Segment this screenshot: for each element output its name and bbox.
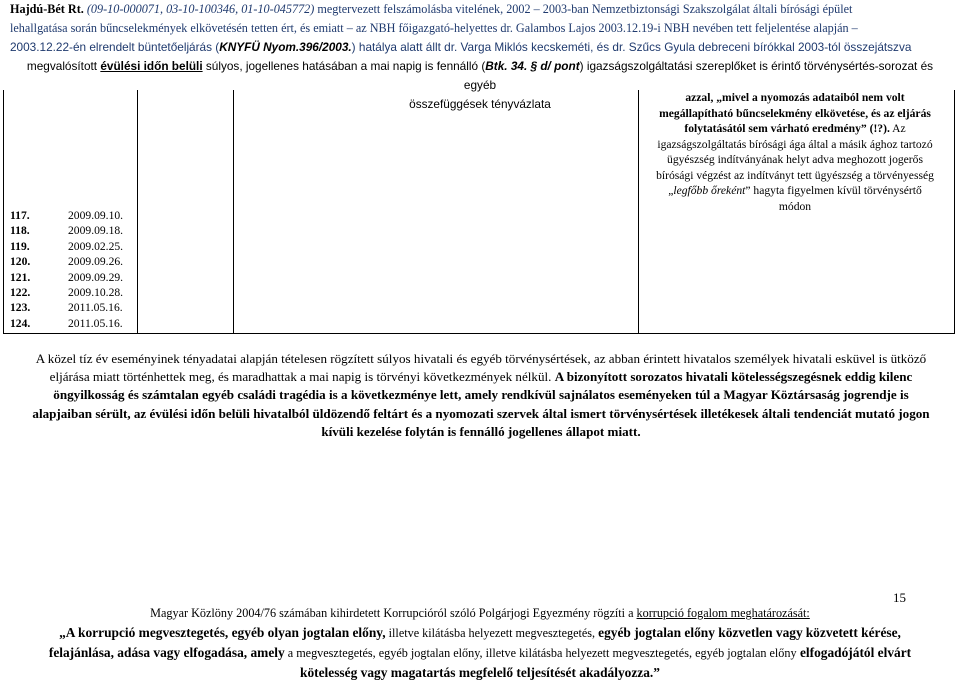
table-border-right xyxy=(954,90,955,334)
company-name: Hajdú-Bét Rt. xyxy=(10,2,84,16)
table-divider-2 xyxy=(233,90,234,334)
outcome-note: azzal, „mivel a nyomozás adataiból nem volt megállapítható bűncselekmény elkövetése, és az eljárás folytatásától sem várható eredmény” (!?). Az igazságszolgáltatás bírósági ága által a másik ághoz tartozó ügyészség indítványának helyt adva meghozott jogerős bírósági végzést az indítványt tett ügyészség a törvényesség „legfőbb őreként” hagyta figyelmen kívül törvénysértő módon xyxy=(656,91,934,213)
table-row: 124. 2011.05.16. xyxy=(10,316,123,330)
table-row: 122. 2009.10.28. xyxy=(10,285,124,299)
limitation-period-phrase: évülési időn belüli xyxy=(100,59,203,73)
table-row: 117. 2009.09.10. xyxy=(10,209,124,222)
company-registry-numbers: (09-10-000071, 03-10-100346, 01-10-045772) xyxy=(86,2,315,16)
table-divider-1 xyxy=(137,90,138,334)
header-line-4: megvalósított évülési időn belüli súlyos, jogellenes hatásában a mai napig is fennálló (Btk. 34. § d/ pont) igazságszolgáltatási szereplőket is érintő törvénysértés-sorozat és egyéb xyxy=(26,59,934,92)
table-row: 119. 2009.02.25. xyxy=(10,239,124,253)
table-row: 120. 2009.09.26. xyxy=(10,255,124,269)
table-border-bottom xyxy=(3,333,955,334)
table-row: 121. 2009.09.29. xyxy=(10,270,124,284)
table-divider-3 xyxy=(638,90,639,334)
case-number: KNYFÜ Nyom.396/2003. xyxy=(219,40,352,54)
page-number: 15 xyxy=(893,590,906,605)
table-border-left xyxy=(3,90,4,334)
event-rows xyxy=(10,208,123,331)
outcome-note-quote: azzal, „mivel a nyomozás adataiból nem volt megállapítható bűncselekmény elkövetése, és az eljárás folytatásától sem várható eredmény” (!?). xyxy=(659,91,931,135)
legal-reference: Btk. 34. § d/ pont xyxy=(485,59,580,73)
summary-paragraph: A közel tíz év eseményinek tényadatai alapján tételesen rögzített súlyos hivatali és egyéb törvénysértések, az abban érintett hivatalos személyek hivatali esküvel is ütköző eljárása miatt történhettek meg, és maradhattak a mai napig is törvényi következmények nélkül. A bizonyított sorozatos hivatali kötelességszegésnek eddig kilenc öngyilkosság és számtalan egyéb családi tragédia is a következménye lett, amely rendkívül sajnálatos eseményeken túl a Magyar Köztársaság jogrendje is alapjaiban sérült, az évülési időn belüli hivatalból üldözendő feltárt és a nyomozati szervek által ismert törvénysértések illetékesek általi tendenciát mutató jogon kívüli kezelése folytán is fennálló jogellenes állapot miatt. xyxy=(32,351,930,439)
header-line-5: összefüggések tényvázlata xyxy=(409,97,551,111)
header-line-1 xyxy=(10,0,950,19)
footer-source-line: Magyar Közlöny 2004/76 számában kihirdetett Korrupcióról szóló Polgárjogi Egyezmény rögzíti a korrupció fogalom meghatározását: xyxy=(150,606,810,620)
outcome-note-text: Az igazságszolgáltatás bírósági ága által a másik ághoz tartozó ügyészség indítványának helyt adva meghozott jogerős bírósági végzést az indítványt tett ügyészség a törvényesség „ xyxy=(656,122,934,197)
table-row: 118. 2009.09.18. xyxy=(10,224,124,238)
header-line-2: lehallgatása során bűncselekmények elkövetésén tetten ért, és emiatt – az NBH főigazgató-helyettes dr. Galambos Lajos 2003.12.19-i NBH nevében tett feljelentése alapján – xyxy=(10,21,858,35)
table-row: 123. 2011.05.16. xyxy=(10,301,123,315)
footer-quote: „A korrupció megvesztegetés, egyéb olyan jogtalan előny, illetve kilátásba helyezett megvesztegetés, egyéb jogtalan előny közvetlen vagy közvetett kérése, felajánlása, adása vagy elfogadása, amely a megvesztegetés, egyéb jogtalan előny, illetve kilátásba helyezett megvesztegetés, egyéb jogtalan előny elfogadójától elvárt kötelesség vagy magatartás megfelelő teljesítését akadályozza.” xyxy=(48,625,912,680)
corruption-definition-footer xyxy=(30,603,930,683)
header-line-1-text: megtervezett felszámolásba vitelének, 2002 – 2003-ban Nemzetbiztonsági Szakszolgálat általi bírósági épület xyxy=(317,2,853,16)
header-line-3: 2003.12.22-én elrendelt büntetőeljárás (KNYFÜ Nyom.396/2003.) hatálya alatt állt dr. Varga Miklós kecskeméti, és dr. Szűcs Gyula debreceni bírókkal 2003-tól összejátszva xyxy=(10,40,912,54)
